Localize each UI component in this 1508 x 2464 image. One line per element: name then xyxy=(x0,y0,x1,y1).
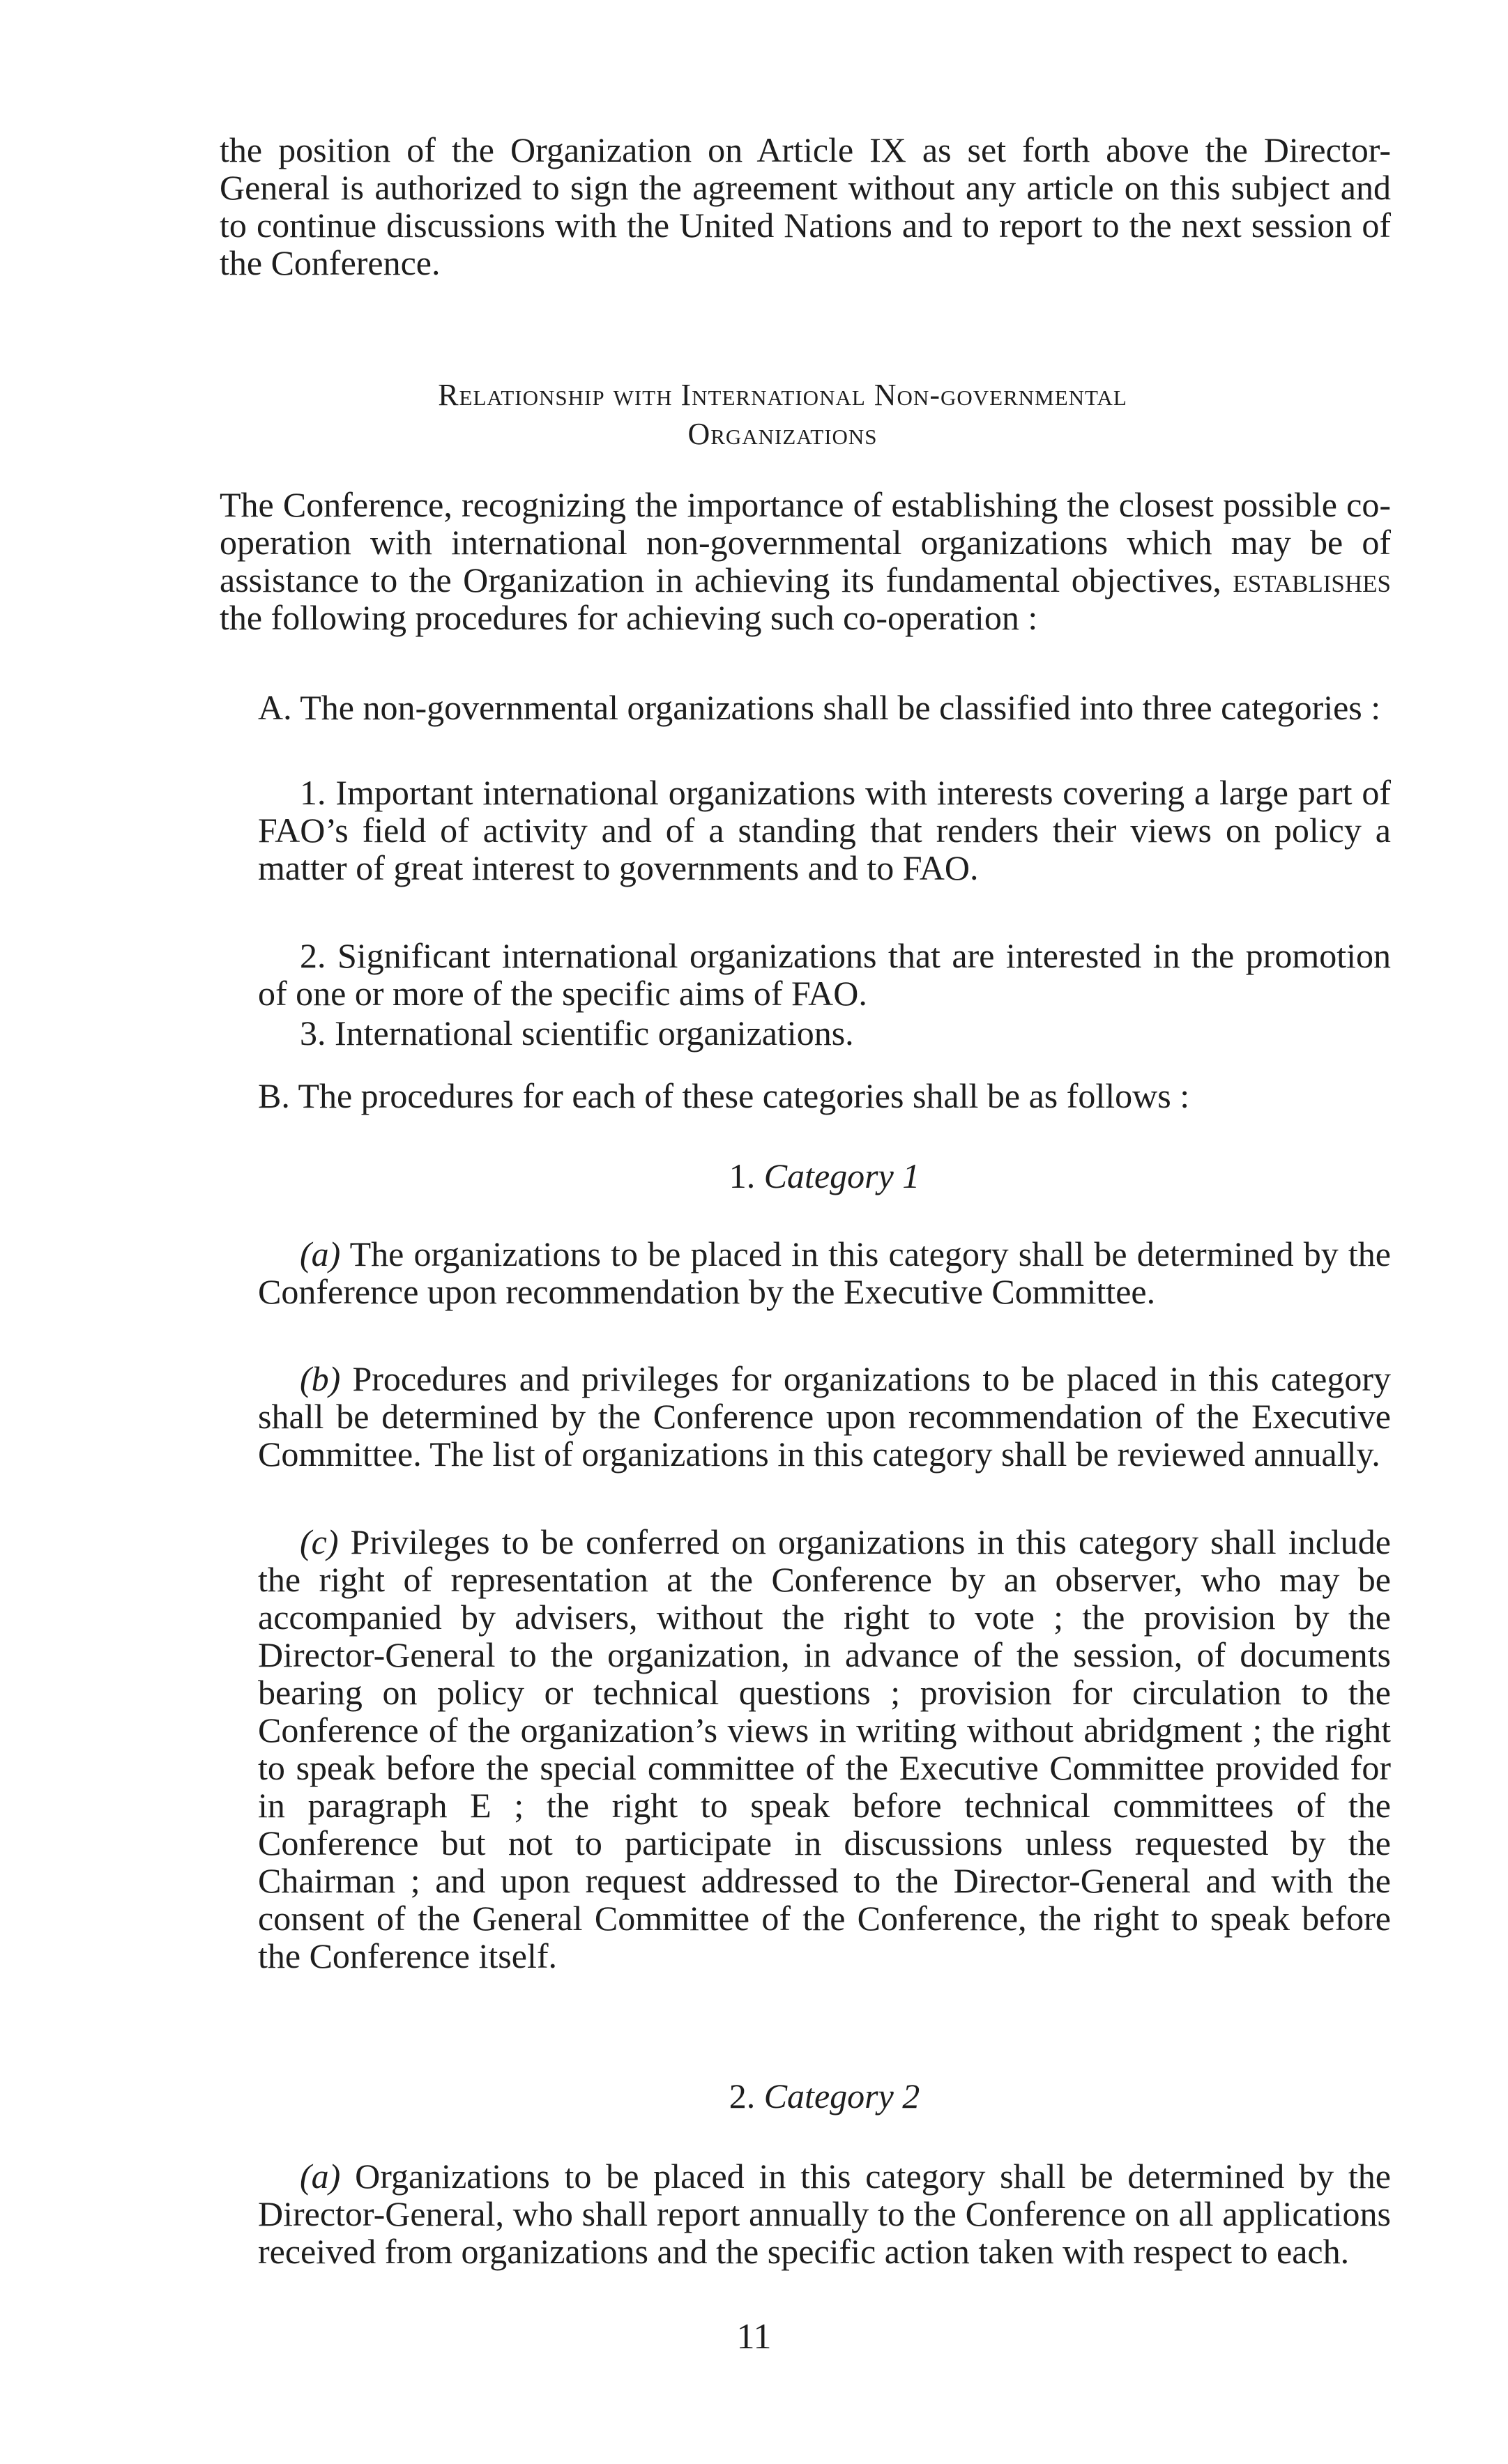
category-list-item-2: 2. Significant international organizations that are interested in the promotion of one or more of the specific aims of FAO. xyxy=(258,936,1391,1013)
category-2-heading xyxy=(258,2077,1391,2115)
paragraph-b: B. The procedures for each of these categories shall be as follows : xyxy=(258,1076,1190,1115)
category-2-paragraph-a xyxy=(258,2157,1391,2270)
conference-text-after: the following procedures for achieving such co-operation : xyxy=(220,598,1038,637)
category-list-item-3: 3. International scientific organizations. xyxy=(300,1013,854,1053)
conference-text-before: The Conference, recognizing the importance of establishing the closest possible co-operation with international non-governmental organizations which may be of assistance to the Organization in achieving its fundamental objectives, xyxy=(220,485,1391,599)
category-1-b-text: Procedures and privileges for organizations to be placed in this category shall be determined by the Conference upon recommendation of the Executive Committee. The list of organizations in this category shall be reviewed annually. xyxy=(258,1359,1391,1474)
category-1-b-label: (b) xyxy=(300,1359,341,1398)
category-2-title: Category 2 xyxy=(763,2076,920,2115)
category-1-a-label: (a) xyxy=(300,1234,341,1273)
category-2-a-label: (a) xyxy=(300,2157,341,2196)
category-1-title: Category 1 xyxy=(763,1156,920,1195)
conference-paragraph xyxy=(220,486,1391,636)
category-1-c-label: (c) xyxy=(300,1522,339,1561)
category-1-paragraph-a xyxy=(258,1235,1391,1310)
establishes-keyword: establishes xyxy=(1233,560,1392,599)
category-1-paragraph-c xyxy=(258,1523,1391,1975)
section-heading-line-1: Relationship with International Non-governmental xyxy=(438,378,1127,412)
category-1-a-text: The organizations to be placed in this category shall be determined by the Conference upon recommendation by the Executive Committee. xyxy=(258,1234,1391,1311)
category-1-c-text: Privileges to be conferred on organizations in this category shall include the right of representation at the Conference by an observer, who may be accompanied by advisers, without the right to vote ; the provision by the Director-General to the organization, in advance of the session, of documents bearing on policy or technical questions ; provision for circulation to the Conference of the organization’s views in writing without abridgment ; the right to speak before the special committee of the Executive Committee provided for in paragraph E ; the right to speak before technical committees of the Conference but not to participate in discussions unless requested by the Chairman ; and upon request addressed to the Director-General and with the consent of the General Committee of the Conference, the right to speak before the Conference itself. xyxy=(258,1522,1392,1975)
page-number: 11 xyxy=(736,2317,772,2357)
category-2-a-text: Organizations to be placed in this category shall be determined by the Director-General, who shall report annually to the Conference on all applications received from organizations and the specific action taken with respect to each. xyxy=(258,2157,1392,2271)
category-1-paragraph-b xyxy=(258,1360,1391,1473)
category-2-number: 2. xyxy=(729,2076,756,2115)
category-list-item-1: 1. Important international organizations with interests covering a large part of FAO’s field of activity and of a standing that renders their views on policy a matter of great interest to governments and to FAO. xyxy=(258,773,1391,887)
section-heading-line-2: Organizations xyxy=(687,417,878,451)
paragraph-a: A. The non-governmental organizations shall be classified into three categories : xyxy=(258,688,1381,727)
category-1-heading xyxy=(258,1157,1391,1195)
intro-paragraph: the position of the Organization on Article IX as set forth above the Director-General is authorized to sign the agreement without any article on this subject and to continue discussions with the United Nations and to report to the next session of the Conference. xyxy=(220,130,1391,282)
category-1-number: 1. xyxy=(729,1156,756,1195)
